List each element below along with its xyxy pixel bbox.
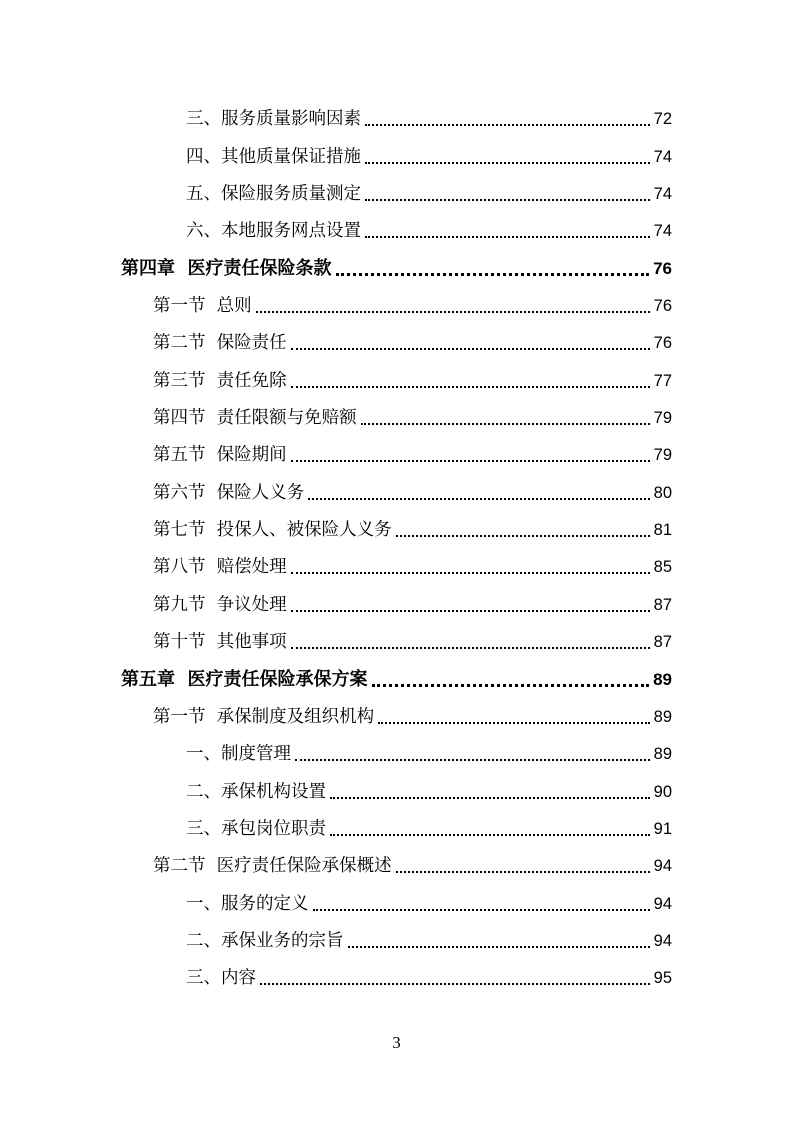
toc-subsection-entry[interactable]	[0, 100, 672, 137]
toc-section-entry[interactable]	[0, 287, 672, 324]
toc-entry-title: 第四章 医疗责任保险条款	[121, 257, 332, 279]
toc-chapter-entry[interactable]	[0, 249, 672, 286]
toc-entry-title: 第一节 总则	[153, 296, 252, 317]
dot-leader	[291, 558, 650, 574]
toc-section-entry[interactable]	[0, 623, 672, 660]
toc-entry-title: 三、承包岗位职责	[186, 818, 326, 839]
toc-entry-title: 第二节 保险责任	[153, 333, 287, 354]
toc-entry-title: 第二节 医疗责任保险承保概述	[153, 856, 392, 877]
dot-leader	[260, 969, 650, 985]
toc-section-entry[interactable]	[0, 361, 672, 398]
dot-leader	[295, 745, 650, 761]
dot-leader	[291, 334, 650, 350]
toc-subsection-entry[interactable]	[0, 772, 672, 809]
toc-entry-page-number: 74	[653, 147, 672, 166]
toc-entry-page-number: 87	[653, 633, 672, 652]
toc-subsection-entry[interactable]	[0, 884, 672, 921]
toc-entry-title: 一、制度管理	[186, 744, 291, 765]
dot-leader	[396, 521, 650, 537]
toc-section-entry[interactable]	[0, 511, 672, 548]
toc-entry-page-number: 74	[653, 185, 672, 204]
dot-leader	[308, 484, 650, 500]
toc-entry-title: 第七节 投保人、被保险人义务	[153, 520, 392, 541]
toc-entry-title: 第十节 其他事项	[153, 632, 287, 653]
dot-leader	[365, 110, 650, 126]
toc-entry-page-number: 89	[653, 745, 672, 764]
page-number: 3	[392, 1033, 401, 1052]
toc-entry-title: 四、其他质量保证措施	[186, 146, 361, 167]
dot-leader	[330, 820, 650, 836]
toc-chapter-entry[interactable]	[0, 660, 672, 697]
toc-entry-page-number: 80	[653, 483, 672, 502]
toc-entry-page-number: 94	[653, 931, 672, 950]
toc-entry-page-number: 76	[653, 334, 672, 353]
toc-entry-title: 第五章 医疗责任保险承保方案	[121, 668, 368, 690]
toc-entry-page-number: 94	[653, 894, 672, 913]
dot-leader	[313, 895, 650, 911]
toc-entry-page-number: 87	[653, 595, 672, 614]
toc-entry-page-number: 94	[653, 857, 672, 876]
dot-leader	[365, 185, 650, 201]
toc-section-entry[interactable]	[0, 473, 672, 510]
toc-entry-title: 第三节 责任免除	[153, 370, 287, 391]
toc-subsection-entry[interactable]	[0, 735, 672, 772]
toc-subsection-entry[interactable]	[0, 212, 672, 249]
toc-entry-title: 第八节 赔偿处理	[153, 557, 287, 578]
toc-subsection-entry[interactable]	[0, 959, 672, 996]
toc-entry-page-number: 85	[653, 558, 672, 577]
toc-entry-title: 五、保险服务质量测定	[186, 184, 361, 205]
dot-leader	[291, 596, 650, 612]
dot-leader	[378, 708, 650, 724]
toc-entry-page-number: 89	[653, 669, 672, 689]
toc-section-entry[interactable]	[0, 324, 672, 361]
toc-subsection-entry[interactable]	[0, 810, 672, 847]
toc-entry-title: 第五节 保险期间	[153, 445, 287, 466]
toc-entry-page-number: 74	[653, 222, 672, 241]
toc-entry-title: 一、服务的定义	[186, 893, 309, 914]
toc-section-entry[interactable]	[0, 436, 672, 473]
dot-leader	[291, 633, 650, 649]
toc-entry-page-number: 79	[653, 446, 672, 465]
toc-entry-title: 三、内容	[186, 968, 256, 989]
dot-leader	[361, 409, 650, 425]
dot-leader	[396, 857, 650, 873]
toc-entry-page-number: 89	[653, 707, 672, 726]
toc-entry-page-number: 91	[653, 819, 672, 838]
toc-section-entry[interactable]	[0, 698, 672, 735]
table-of-contents	[0, 100, 793, 996]
dot-leader	[372, 670, 650, 687]
toc-subsection-entry[interactable]	[0, 922, 672, 959]
toc-section-entry[interactable]	[0, 548, 672, 585]
toc-entry-page-number: 81	[653, 521, 672, 540]
toc-subsection-entry[interactable]	[0, 137, 672, 174]
toc-entry-title: 二、承保业务的宗旨	[186, 930, 344, 951]
toc-section-entry[interactable]	[0, 847, 672, 884]
toc-entry-title: 第一节 承保制度及组织机构	[153, 706, 375, 727]
toc-entry-page-number: 77	[653, 371, 672, 390]
toc-entry-title: 三、服务质量影响因素	[186, 109, 361, 130]
toc-entry-page-number: 79	[653, 409, 672, 428]
toc-entry-page-number: 76	[653, 258, 672, 278]
dot-leader	[365, 222, 650, 238]
toc-entry-title: 第六节 保险人义务	[153, 482, 305, 503]
toc-section-entry[interactable]	[0, 585, 672, 622]
toc-entry-title: 第四节 责任限额与免赔额	[153, 408, 357, 429]
toc-entry-page-number: 95	[653, 969, 672, 988]
dot-leader	[291, 446, 650, 462]
toc-section-entry[interactable]	[0, 399, 672, 436]
dot-leader	[336, 259, 650, 276]
dot-leader	[330, 783, 650, 799]
dot-leader	[256, 297, 650, 313]
toc-entry-title: 第九节 争议处理	[153, 594, 287, 615]
dot-leader	[365, 148, 650, 164]
toc-subsection-entry[interactable]	[0, 175, 672, 212]
dot-leader	[348, 932, 650, 948]
toc-entry-page-number: 76	[653, 297, 672, 316]
dot-leader	[291, 372, 650, 388]
toc-entry-title: 二、承保机构设置	[186, 781, 326, 802]
toc-entry-page-number: 90	[653, 782, 672, 801]
toc-entry-page-number: 72	[653, 110, 672, 129]
toc-entry-title: 六、本地服务网点设置	[186, 221, 361, 242]
